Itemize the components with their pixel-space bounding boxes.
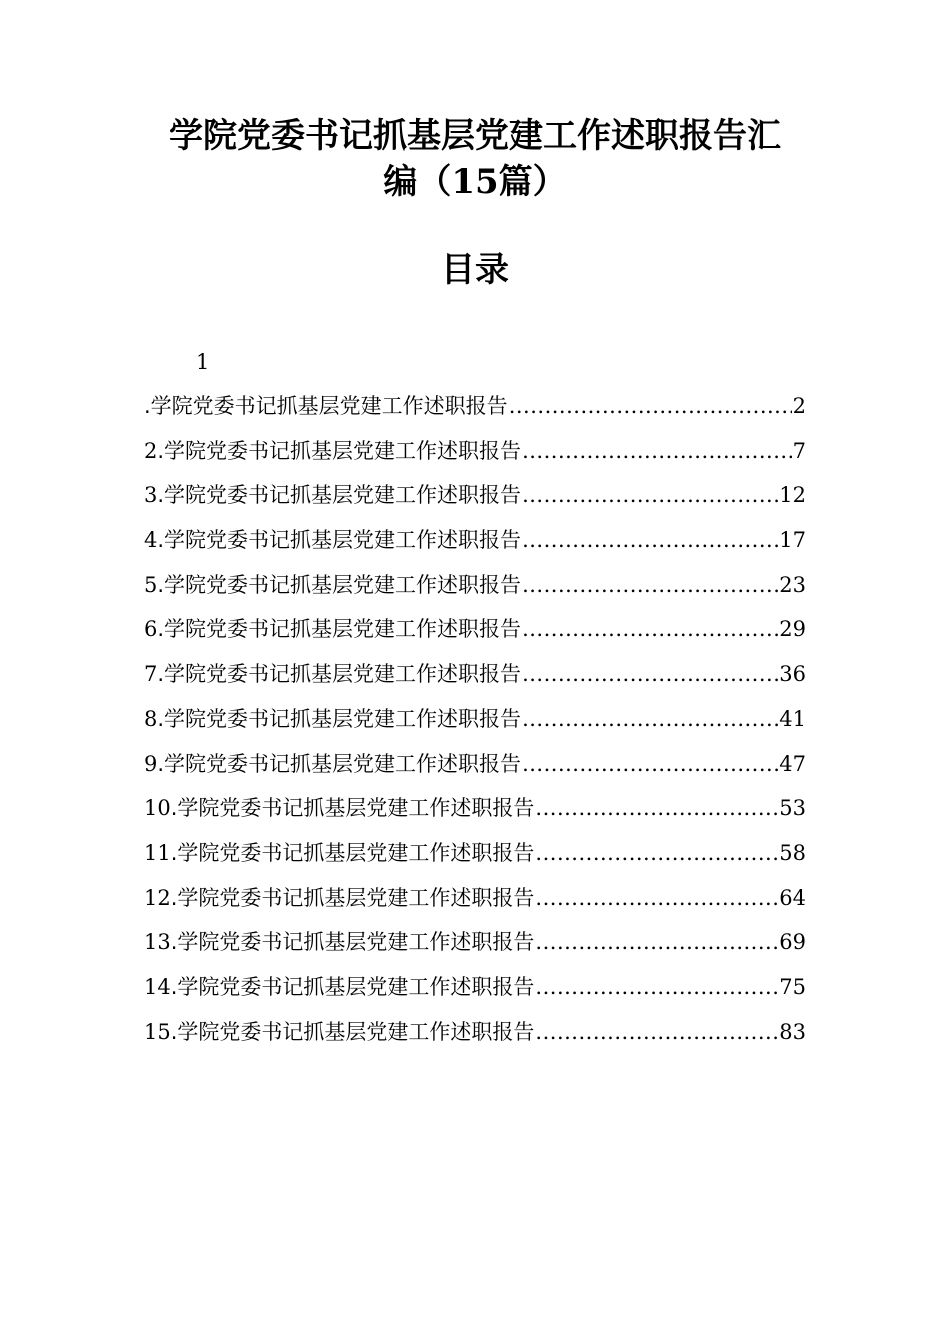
toc-leader-dots	[535, 1016, 778, 1048]
toc-entry-label: 8.学院党委书记抓基层党建工作述职报告	[144, 706, 522, 731]
toc-entry-label: 5.学院党委书记抓基层党建工作述职报告	[144, 572, 522, 597]
toc-entry-15[interactable]	[144, 1016, 806, 1061]
toc-entry-label: 3.学院党委书记抓基层党建工作述职报告	[144, 483, 522, 508]
toc-entry-7[interactable]	[144, 658, 806, 703]
toc-entry-9[interactable]	[144, 748, 806, 793]
toc-leader-dots	[522, 524, 778, 556]
toc-leader-dots	[535, 792, 778, 824]
document-title-line-2: 编（15篇）	[383, 162, 567, 202]
toc-entry-page: 75	[779, 974, 806, 999]
toc-entry-13[interactable]	[144, 926, 806, 971]
toc-entry-page: 7	[792, 438, 806, 463]
toc-entry-label: 14.学院党委书记抓基层党建工作述职报告	[144, 974, 535, 999]
toc-entry-label: 7.学院党委书记抓基层党建工作述职报告	[144, 662, 522, 687]
toc-entry-page: 17	[779, 528, 806, 553]
toc-entry-label: 9.学院党委书记抓基层党建工作述职报告	[144, 751, 522, 776]
toc-entry-label: .学院党委书记抓基层党建工作述职报告	[144, 394, 508, 418]
toc-leader-dots	[522, 658, 778, 690]
toc-entry-page: 29	[779, 617, 806, 642]
toc-entry-12[interactable]	[144, 882, 806, 927]
toc-entry-4[interactable]	[144, 524, 806, 569]
toc-entry-label: 4.学院党委书记抓基层党建工作述职报告	[144, 528, 522, 553]
toc-entry-page: 2	[792, 394, 806, 418]
toc-entry-label: 13.学院党委书记抓基层党建工作述职报告	[144, 930, 535, 955]
toc-leader-dots	[522, 613, 778, 645]
toc-entry-label: 2.学院党委书记抓基层党建工作述职报告	[144, 438, 522, 463]
toc-entry-6[interactable]	[144, 613, 806, 658]
toc-leader-dots	[522, 479, 778, 511]
toc-entry-label: 12.学院党委书记抓基层党建工作述职报告	[144, 885, 535, 910]
toc-entry-page: 69	[779, 930, 806, 955]
toc-entry-5[interactable]	[144, 569, 806, 614]
toc-leader-dots	[522, 569, 778, 601]
toc-entry-label: 11.学院党委书记抓基层党建工作述职报告	[144, 840, 535, 865]
toc-leader-dots	[522, 748, 778, 780]
toc-entry-label: 10.学院党委书记抓基层党建工作述职报告	[144, 796, 535, 821]
toc-entry-page: 83	[779, 1019, 806, 1044]
toc-entry-8[interactable]	[144, 703, 806, 748]
toc-entry-1[interactable]	[144, 390, 806, 435]
toc-list	[144, 390, 806, 1060]
toc-heading: 目录	[441, 250, 509, 290]
toc-leader-dots	[522, 703, 778, 735]
toc-entry-3[interactable]	[144, 479, 806, 524]
document-title-line-1: 学院党委书记抓基层党建工作述职报告汇	[169, 116, 781, 156]
toc-entry-page: 47	[779, 751, 806, 776]
toc-entry-page: 36	[779, 662, 806, 687]
toc-entry-page: 58	[779, 840, 806, 865]
toc-entry-page: 23	[779, 572, 806, 597]
toc-entry-page: 41	[779, 706, 806, 731]
toc-entry-page: 53	[779, 796, 806, 821]
toc-leader-dots	[522, 435, 792, 467]
toc-leader-dots	[535, 837, 778, 869]
toc-entry-page: 12	[779, 483, 806, 508]
toc-first-entry-number: 1	[196, 350, 210, 374]
toc-leader-dots	[535, 926, 778, 958]
toc-entry-11[interactable]	[144, 837, 806, 882]
toc-entry-10[interactable]	[144, 792, 806, 837]
toc-leader-dots	[535, 882, 778, 914]
toc-entry-label: 15.学院党委书记抓基层党建工作述职报告	[144, 1019, 535, 1044]
toc-leader-dots	[509, 390, 792, 422]
toc-leader-dots	[535, 971, 778, 1003]
toc-entry-label: 6.学院党委书记抓基层党建工作述职报告	[144, 617, 522, 642]
toc-entry-page: 64	[779, 885, 806, 910]
toc-entry-2[interactable]	[144, 435, 806, 480]
toc-entry-14[interactable]	[144, 971, 806, 1016]
